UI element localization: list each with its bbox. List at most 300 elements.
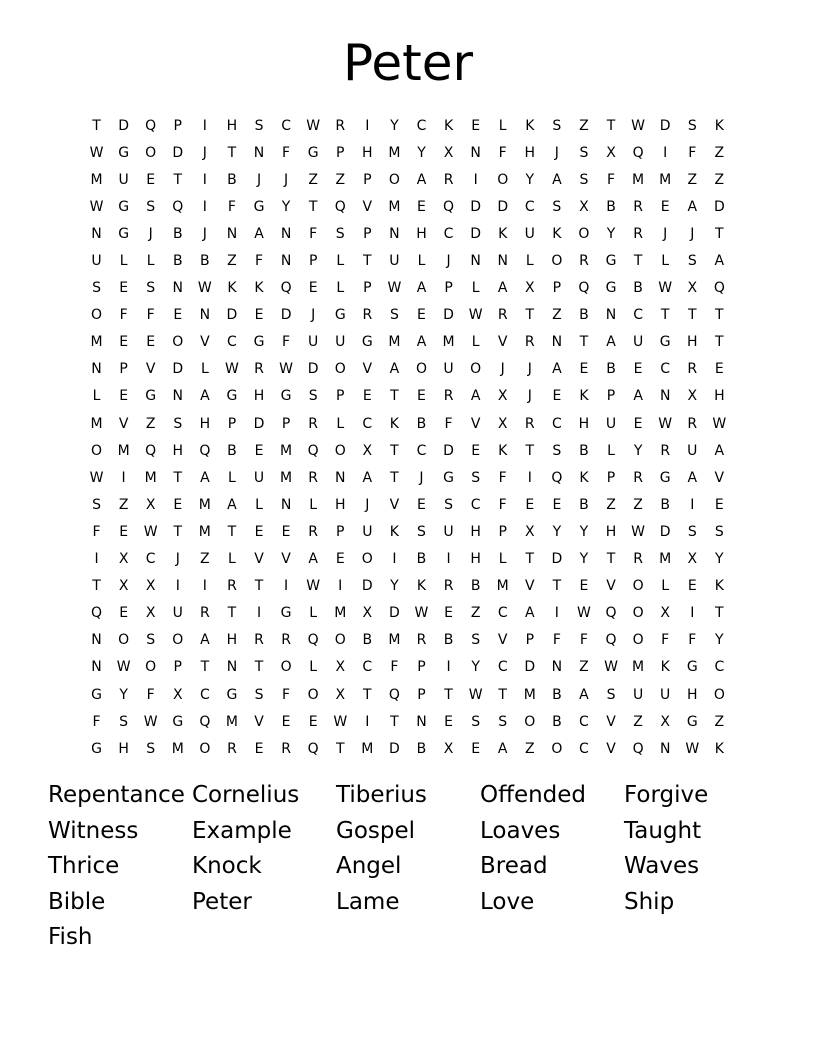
grid-letter: O [280,659,292,676]
grid-letter: R [227,740,237,757]
grid-letter: O [145,144,157,161]
grid-letter: G [253,334,265,351]
letter-grid [83,112,733,762]
grid-letter: T [92,117,101,134]
grid-letter: Z [118,496,129,513]
grid-row [83,247,733,274]
grid-letter: D [659,523,671,540]
grid-letter: U [253,469,265,486]
grid-letter: S [471,632,481,649]
grid-letter: B [416,551,427,568]
grid-letter: Z [579,659,589,676]
grid-letter: W [89,198,104,215]
grid-letter: C [470,496,481,513]
grid-letter: N [605,307,617,324]
grid-letter: P [363,171,372,188]
grid-letter: H [226,117,238,134]
grid-letter: X [687,551,698,568]
grid-letter: M [632,659,645,676]
grid-letter: B [416,415,427,432]
grid-letter: C [579,713,589,730]
grid-letter: Q [551,469,563,486]
grid-letter: D [659,117,671,134]
grid-letter: I [202,117,207,134]
grid-letter: T [525,551,535,568]
grid-letter: P [227,415,237,432]
grid-letter: T [363,253,372,270]
word-list-item: Fish [48,924,93,951]
grid-letter: K [443,117,454,134]
grid-letter: H [470,551,481,568]
grid-letter: R [524,334,535,351]
grid-letter: W [414,605,429,622]
grid-letter: O [470,361,482,378]
grid-row [83,275,733,302]
grid-letter: L [336,280,345,297]
grid-letter: I [202,171,207,188]
grid-letter: N [280,253,292,270]
grid-letter: S [92,496,101,513]
grid-letter: E [714,361,724,378]
grid-letter: R [308,469,319,486]
word-list-item: Taught [624,817,702,844]
grid-letter: S [471,713,481,730]
grid-letter: U [172,605,183,622]
grid-letter: S [498,713,508,730]
grid-letter: Y [281,198,291,215]
grid-letter: T [227,144,237,161]
grid-letter: E [687,578,697,595]
grid-letter: V [525,578,535,595]
grid-letter: P [417,659,426,676]
grid-letter: L [661,578,670,595]
grid-letter: W [333,713,348,730]
grid-letter: R [579,253,589,270]
grid-letter: T [606,551,616,568]
grid-letter: A [308,551,318,568]
grid-letter: Y [579,523,589,540]
grid-letter: B [227,171,237,188]
grid-letter: C [145,551,156,568]
grid-letter: M [442,334,455,351]
grid-letter: V [145,361,156,378]
grid-letter: X [335,659,346,676]
word-list-item: Repentance [48,782,185,808]
grid-letter: T [660,307,670,324]
grid-letter: Y [390,117,399,134]
grid-letter: G [145,388,157,405]
grid-letter: X [660,713,670,730]
grid-letter: G [253,198,265,215]
grid-letter: O [145,659,157,676]
grid-letter: B [579,496,589,513]
grid-letter: A [200,469,210,486]
grid-letter: L [417,253,426,270]
grid-letter: Y [417,144,426,161]
grid-letter: A [362,469,373,486]
grid-row [83,627,733,654]
grid-letter: H [524,144,536,161]
grid-letter: J [419,469,424,486]
grid-letter: V [606,578,616,595]
grid-letter: J [175,551,180,568]
grid-letter: R [660,442,671,459]
grid-letter: L [92,388,101,405]
grid-letter: V [714,469,725,486]
grid-letter: S [335,225,345,242]
grid-letter: M [388,632,401,649]
grid-letter: J [554,144,559,161]
grid-letter: T [390,388,399,405]
grid-letter: R [308,523,319,540]
grid-letter: Z [552,307,562,324]
grid-letter: P [308,253,318,270]
grid-letter: H [118,740,129,757]
grid-letter: W [225,361,239,378]
grid-letter: Q [145,117,157,134]
grid-letter: A [416,171,427,188]
grid-letter: D [226,307,238,324]
grid-row [83,193,733,220]
grid-letter: B [200,253,210,270]
grid-letter: S [146,632,156,649]
grid-letter: T [335,740,345,757]
grid-row [83,518,733,545]
grid-letter: W [89,469,104,486]
grid-letter: A [254,225,264,242]
grid-letter: X [443,144,454,161]
grid-letter: K [579,469,589,486]
grid-letter: P [552,280,562,297]
grid-letter: B [579,307,589,324]
grid-letter: X [362,605,373,622]
grid-letter: K [227,280,237,297]
grid-letter: O [524,713,536,730]
grid-letter: T [715,225,724,242]
grid-letter: U [632,686,644,703]
grid-letter: B [606,361,616,378]
grid-letter: T [525,442,535,459]
grid-letter: V [606,740,616,757]
word-list-item: Knock [192,853,262,880]
grid-letter: K [498,225,508,242]
grid-letter: J [365,496,370,513]
grid-letter: L [525,253,534,270]
grid-letter: Y [606,225,616,242]
grid-letter: M [171,740,184,757]
grid-letter: D [443,307,454,324]
grid-letter: I [554,605,559,622]
grid-letter: E [119,334,129,351]
grid-letter: E [633,361,643,378]
grid-letter: K [579,388,589,405]
grid-letter: E [119,523,129,540]
word-list-item: Witness [48,817,139,844]
grid-letter: N [91,225,102,242]
word-list-item: Ship [624,888,675,915]
grid-letter: J [690,225,695,242]
grid-letter: Q [307,632,319,649]
grid-letter: S [146,198,156,215]
grid-letter: G [118,225,130,242]
grid-letter: Y [471,659,480,676]
grid-letter: Z [633,496,643,513]
grid-letter: M [225,713,238,730]
grid-row [83,546,733,573]
grid-letter: T [173,171,183,188]
grid-letter: L [607,442,615,459]
grid-letter: T [254,578,264,595]
grid-letter: I [663,144,668,161]
grid-letter: I [690,496,695,513]
grid-letter: R [443,388,454,405]
grid-row [83,166,733,193]
grid-letter: V [497,632,508,649]
grid-row [83,220,733,247]
grid-letter: X [687,388,698,405]
grid-letter: Z [579,117,589,134]
grid-letter: D [172,144,184,161]
grid-letter: V [362,198,373,215]
grid-letter: M [334,605,347,622]
grid-letter: B [552,713,562,730]
grid-letter: S [552,442,562,459]
grid-letter: V [470,415,481,432]
grid-letter: Q [307,442,319,459]
grid-letter: D [497,198,509,215]
grid-letter: R [335,117,346,134]
grid-letter: T [390,442,399,459]
grid-letter: G [659,334,671,351]
grid-letter: V [200,334,210,351]
grid-letter: X [524,523,535,540]
grid-letter: M [523,686,536,703]
grid-letter: R [199,605,210,622]
grid-letter: I [175,578,180,595]
grid-letter: F [444,415,453,432]
grid-letter: J [202,144,207,161]
grid-letter: G [605,280,617,297]
grid-letter: Z [200,551,210,568]
grid-letter: O [578,225,590,242]
grid-letter: P [444,280,453,297]
grid-letter: O [118,632,130,649]
grid-letter: R [308,415,319,432]
grid-row [83,302,733,329]
grid-letter: S [687,117,697,134]
grid-letter: E [660,198,670,215]
grid-letter: S [119,713,129,730]
grid-letter: C [416,117,427,134]
grid-letter: Y [633,442,643,459]
grid-letter: F [498,496,507,513]
grid-letter: T [715,334,724,351]
grid-letter: I [365,117,370,134]
grid-letter: O [334,632,346,649]
grid-letter: D [253,415,265,432]
grid-letter: A [579,686,589,703]
grid-letter: O [91,307,103,324]
grid-letter: G [91,686,102,703]
grid-letter: R [443,171,454,188]
grid-letter: C [362,415,373,432]
grid-letter: T [606,117,616,134]
grid-letter: W [604,659,618,676]
grid-letter: K [254,280,264,297]
grid-letter: R [497,307,508,324]
grid-letter: Z [335,171,346,188]
grid-letter: A [497,280,508,297]
grid-letter: A [633,388,643,405]
grid-letter: L [228,469,236,486]
grid-letter: A [389,361,400,378]
grid-letter: S [146,740,156,757]
grid-letter: E [146,171,156,188]
grid-letter: I [256,605,262,622]
grid-letter: I [338,578,343,595]
grid-letter: N [389,225,400,242]
grid-letter: A [687,469,698,486]
grid-letter: N [91,632,102,649]
grid-letter: N [659,388,671,405]
grid-letter: D [470,198,482,215]
grid-letter: Z [687,171,698,188]
grid-letter: M [280,469,293,486]
grid-letter: F [146,686,155,703]
grid-letter: T [715,307,724,324]
grid-letter: X [145,578,156,595]
grid-letter: G [361,334,373,351]
grid-letter: U [91,253,102,270]
grid-letter: D [524,659,536,676]
grid-letter: O [632,605,644,622]
grid-letter: G [686,659,698,676]
grid-letter: L [200,361,209,378]
grid-letter: E [579,578,589,595]
grid-letter: Z [633,713,643,730]
grid-letter: T [227,523,237,540]
grid-letter: K [660,659,670,676]
grid-letter: U [308,334,319,351]
word-list-item: Waves [624,853,700,880]
grid-letter: M [144,469,157,486]
grid-letter: J [284,171,289,188]
grid-letter: O [334,361,346,378]
grid-letter: O [551,253,563,270]
grid-letter: G [659,469,671,486]
grid-letter: H [226,632,238,649]
grid-letter: X [497,388,508,405]
grid-letter: L [309,605,318,622]
grid-letter: N [172,388,184,405]
grid-letter: E [471,442,481,459]
grid-row [83,329,733,356]
page-title: Peter [342,34,474,92]
grid-letter: J [663,225,668,242]
grid-letter: W [306,117,321,134]
grid-letter: A [416,334,427,351]
grid-letter: W [658,415,673,432]
grid-letter: O [172,334,184,351]
grid-letter: W [468,307,483,324]
word-list-item: Angel [336,853,402,880]
grid-letter: Y [715,632,724,649]
grid-letter: D [551,551,563,568]
grid-letter: B [552,686,562,703]
grid-row [83,708,733,735]
grid-letter: O [551,740,563,757]
grid-letter: L [309,659,318,676]
grid-letter: A [552,361,562,378]
grid-letter: Z [470,605,481,622]
grid-letter: O [91,442,103,459]
grid-letter: Z [227,253,237,270]
grid-letter: L [146,253,155,270]
grid-letter: J [202,225,207,242]
grid-letter: O [388,171,400,188]
grid-letter: S [687,253,697,270]
grid-letter: G [226,686,238,703]
grid-letter: L [498,117,507,134]
grid-letter: H [172,442,184,459]
grid-letter: Q [145,442,157,459]
grid-letter: X [335,686,346,703]
grid-letter: X [606,144,616,161]
grid-letter: Z [308,171,318,188]
grid-letter: U [660,686,671,703]
grid-letter: I [527,469,532,486]
grid-letter: V [389,496,400,513]
grid-letter: R [633,551,643,568]
grid-letter: R [254,361,264,378]
grid-letter: N [416,713,427,730]
grid-letter: G [443,469,454,486]
grid-letter: P [606,469,616,486]
grid-row [83,437,733,464]
grid-letter: P [363,280,372,297]
grid-letter: P [417,686,426,703]
grid-letter: X [362,442,373,459]
grid-letter: M [388,144,401,161]
grid-letter: E [173,307,183,324]
grid-letter: D [307,361,319,378]
word-list-item: Loaves [480,817,561,844]
grid-letter: H [470,523,481,540]
grid-letter: S [92,280,101,297]
grid-letter: R [281,632,291,649]
grid-letter: N [199,307,211,324]
grid-letter: M [388,334,401,351]
word-list-item: Thrice [48,853,120,880]
grid-letter: E [471,117,481,134]
grid-letter: N [91,361,102,378]
grid-letter: Z [606,496,616,513]
grid-letter: N [551,334,563,351]
grid-letter: V [254,551,264,568]
grid-letter: Q [280,280,292,297]
grid-letter: N [280,496,292,513]
grid-letter: W [631,117,646,134]
grid-letter: U [335,334,346,351]
word-list-item: Cornelius [192,782,300,808]
grid-letter: S [173,415,183,432]
grid-letter: B [443,632,454,649]
grid-row [83,410,733,437]
grid-letter: X [145,496,156,513]
grid-letter: W [197,280,212,297]
grid-letter: X [687,280,698,297]
grid-letter: E [281,713,291,730]
